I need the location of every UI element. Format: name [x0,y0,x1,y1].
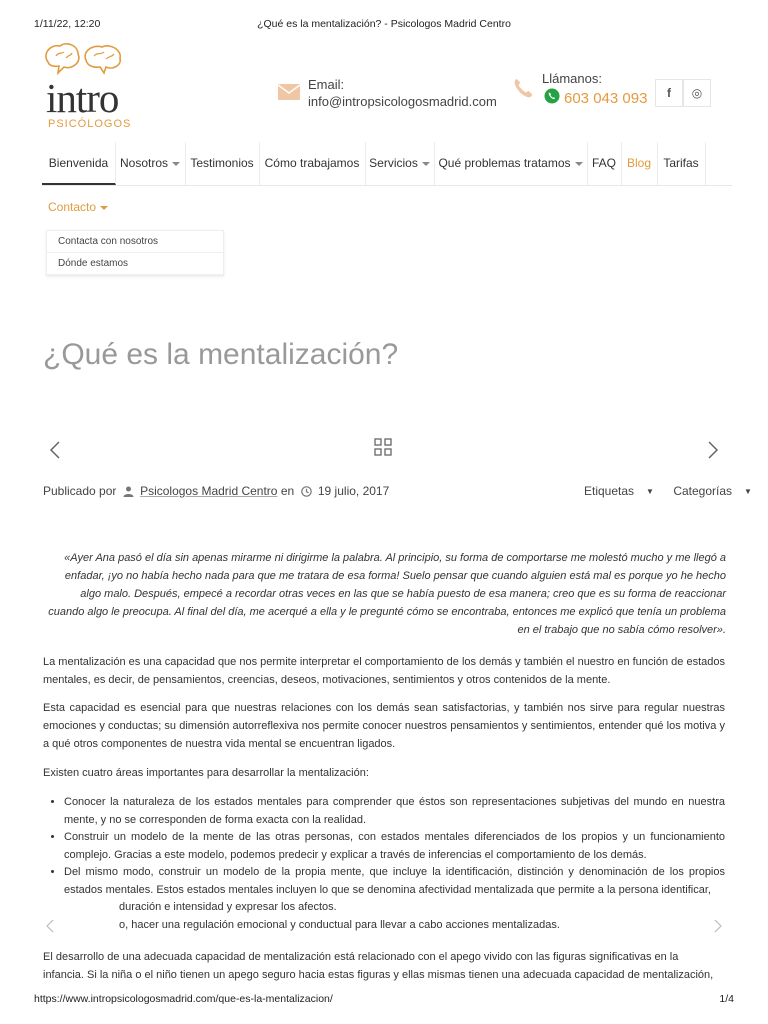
nav-item-blog[interactable]: Blog [621,142,658,185]
nav-item-bienvenida[interactable]: Bienvenida [42,142,116,185]
published-by-label: Publicado por [43,484,117,498]
page-title: ¿Qué es la mentalización? [43,338,399,371]
user-icon [123,486,134,497]
instagram-icon: ◎ [691,86,703,100]
grid-icon[interactable] [374,438,392,456]
nav-item-testimonios[interactable]: Testimonios [185,142,260,185]
whatsapp-icon [544,88,560,104]
call-label: Llámanos: [542,71,602,86]
nav-item-como-trabajamos[interactable]: Cómo trabajamos [259,142,366,185]
caret-down-icon: ▼ [744,487,752,497]
print-date: 1/11/22, 12:20 [34,18,101,30]
tags-dropdown[interactable]: Etiquetas ▼ [584,484,654,498]
email-link[interactable]: info@intropsicologosmadrid.com [308,94,497,109]
chevron-down-icon [422,162,430,166]
paragraph-1: La mentalización es una capacidad que nos permite interpretar el comportamiento de los demás y también el nuestro en función de estados mentales, es decir, de pensamientos, creencias, deseos, motivaciones, sentimientos y otros contenidos de la mente. [43,656,725,686]
email-label: Email: [308,77,345,92]
main-nav [42,142,732,186]
chevron-left-icon[interactable] [45,919,55,933]
chevron-left-icon[interactable] [48,440,62,460]
intro-quote: «Ayer Ana pasó el día sin apenas mirarme ni dirigirme la palabra. Al principio, su forma de comportarse me molestó mucho y me llegó a enfadar, ¡yo no había hecho nada para que me tratara de esa forma! Suelo pensar que cuando alguien está mal es porque yo he hecho algo malo. Después, empecé a recordar otras veces en las que se había puesto de esa manera; creo que es su forma de reaccionar cuando algo le preocupa. Al final del día, me acerqué a ella y le pregunté cómo se encontraba, entonces me explicó que tenía un problema en el trabajo que no sabía cómo resolver». [48,552,726,636]
logo-wordmark: intro [46,75,119,121]
print-page-number: 1/4 [719,993,734,1005]
print-url: https://www.intropsicologosmadrid.com/que-es-la-mentalizacion/ [34,993,333,1005]
taxonomy-links [584,484,768,498]
in-label: en [280,484,295,498]
site-logo[interactable] [44,42,134,137]
nav-item-servicios[interactable]: Servicios [365,142,435,185]
list-item: • Construir un modelo de la mente de las otras personas, con estados mentales diferenciados de los propios y un funcionamiento complejo. Gracias a este modelo, podemos predecir y explicar a través de inferencias el comportamiento de los demás. [64,829,725,864]
clock-icon [301,486,312,497]
list-item-partial: o, hacer una regulación emocional y conductual para llevar a cabo acciones mentalizadas. [119,918,560,931]
submenu-item-donde-estamos[interactable]: Dónde estamos [47,253,223,275]
chevron-right-icon[interactable] [713,919,723,933]
contact-submenu [46,230,224,276]
list-item: • Conocer la naturaleza de los estados mentales para comprender que éstos son representaciones subjetivas del mundo en nuestra mente, y no se corresponden de forma exacta con la realidad. [64,794,725,829]
paragraph-2: Esta capacidad es esencial para que nuestras relaciones con los demás sean satisfactorias, y también nos sirve para regular nuestras emociones y conductas; su dimensión autorreflexiva nos permite conocer nuestros pensamientos y sentimientos, entender qué los motiva y a qué otros componentes de nuestra vida mental se encuentran ligados. [43,702,725,750]
phone-number[interactable]: 603 043 093 [564,90,648,107]
mentalization-areas-list [43,794,725,934]
chevron-down-icon [100,206,108,210]
paragraph-4-line-2: infancia. Si la niña o el niño tienen un apego seguro hacia estas figuras y ellas mismas tienen una adecuada capacidad de mentalización, [43,969,714,981]
chevron-down-icon [575,162,583,166]
post-meta [43,484,389,498]
submenu-item-contacta[interactable]: Contacta con nosotros [47,231,223,253]
author-link[interactable]: Psicologos Madrid Centro [140,484,278,498]
phone-icon [512,76,534,100]
facebook-button[interactable] [655,79,683,107]
nav-item-faq[interactable]: FAQ [587,142,622,185]
paragraph-3: Existen cuatro áreas importantes para desarrollar la mentalización: [43,767,369,779]
print-header [34,18,734,32]
nav-item-tarifas[interactable]: Tarifas [657,142,706,185]
instagram-button[interactable] [683,79,711,107]
nav-item-que-problemas[interactable]: Qué problemas tratamos [434,142,588,185]
chevron-down-icon [172,162,180,166]
list-continuation: duración e intensidad y expresar los afectos. [119,901,337,913]
caret-down-icon: ▼ [646,487,654,497]
post-date: 19 julio, 2017 [317,484,390,498]
chevron-right-icon[interactable] [706,440,720,460]
print-footer [34,993,734,1007]
logo-subtitle: PSICÓLOGOS [48,118,132,130]
mail-icon [278,84,300,100]
print-title: ¿Qué es la mentalización? - Psicologos Madrid Centro [257,18,511,30]
categories-dropdown[interactable]: Categorías ▼ [673,484,752,498]
nav-item-nosotros[interactable]: Nosotros [115,142,186,185]
list-item: • Del mismo modo, construir un modelo de la propia mente, que incluye la identificación, distinción y denominación de los propios estados mentales. Estos estados mentales incluyen lo que se denomina afectividad mentalizada que permite a la persona identificar, [64,864,725,899]
brain-bubbles-icon [44,42,124,76]
facebook-icon: f [667,86,671,100]
paragraph-4-line-1: El desarrollo de una adecuada capacidad de mentalización está relacionado con el apego vivido con las figuras significativas en la [43,951,679,963]
nav-item-contacto[interactable]: Contacto [48,200,108,214]
